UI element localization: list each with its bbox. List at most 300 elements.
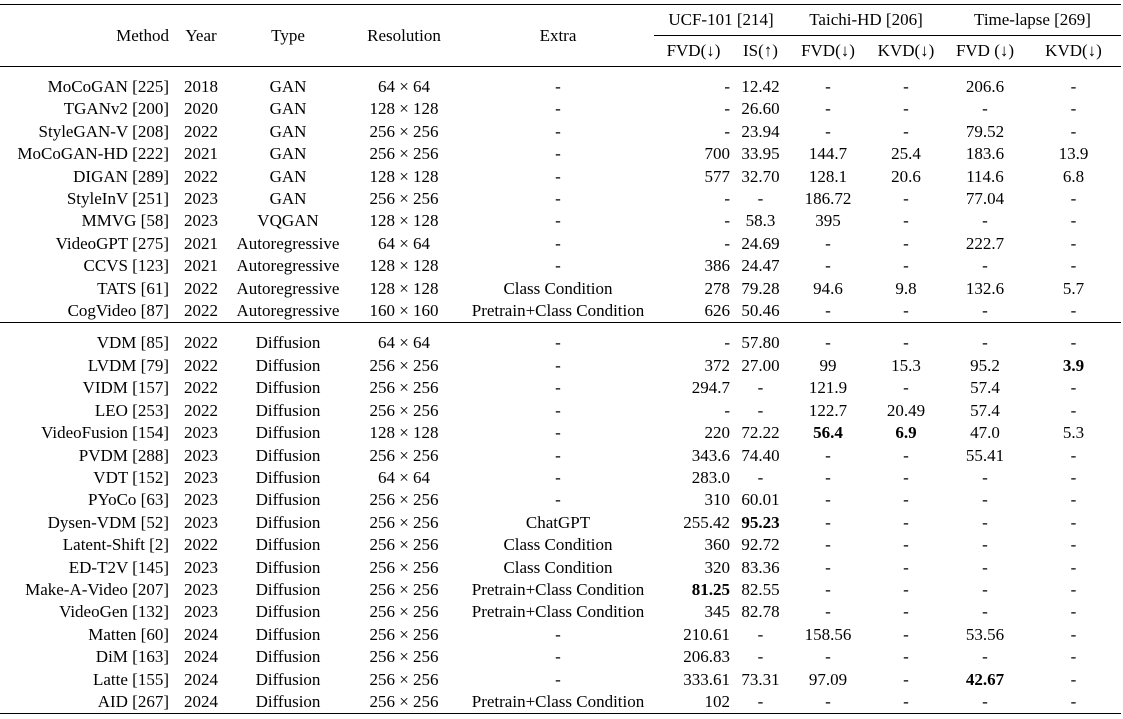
cell-method: CCVS [123]	[83, 256, 169, 276]
cell-ucf-fvd: 320	[704, 557, 730, 577]
table-row	[0, 467, 1121, 489]
cell-taichi-fvd: -	[788, 691, 868, 714]
cell-timelapse-fvd: -	[982, 557, 988, 577]
cell-method: PYoCo [63]	[88, 490, 169, 510]
cell-resolution: 256 × 256	[369, 669, 439, 689]
cell-resolution: 256 × 256	[369, 144, 439, 164]
cell-year: 2023	[184, 557, 218, 577]
cell-year: 2022	[184, 378, 218, 398]
cell-year: 2023	[184, 445, 218, 465]
cell-ucf-is: -	[733, 691, 788, 714]
table-row	[0, 255, 1121, 277]
cell-taichi-fvd: -	[825, 445, 831, 465]
cell-extra: -	[555, 144, 561, 164]
cell-type: Diffusion	[255, 624, 321, 644]
cell-resolution: 256 × 256	[369, 490, 439, 510]
cell-year: 2023	[184, 490, 218, 510]
cell-type: Diffusion	[255, 579, 321, 599]
header-resolution: Resolution	[346, 5, 462, 67]
header-row-datasets	[0, 5, 1121, 36]
cell-taichi-fvd: 56.4	[813, 423, 843, 443]
cell-type: Diffusion	[255, 535, 321, 555]
cell-type: Diffusion	[255, 490, 321, 510]
cell-ucf-fvd: 210.61	[683, 624, 730, 644]
cell-type: GAN	[269, 121, 307, 141]
table-row	[0, 400, 1121, 422]
cell-taichi-kvd: 9.8	[895, 278, 917, 298]
cell-timelapse-kvd: -	[1070, 467, 1077, 487]
cell-taichi-kvd: 20.49	[886, 400, 926, 420]
cell-taichi-kvd: -	[903, 467, 909, 487]
cell-timelapse-fvd: -	[982, 211, 988, 231]
cell-method: VideoGen [132]	[59, 602, 169, 622]
cell-year: 2024	[184, 624, 218, 644]
cell-timelapse-kvd: 3.9	[1062, 355, 1085, 375]
cell-year: 2022	[184, 355, 218, 375]
cell-type: Diffusion	[255, 467, 321, 487]
cell-type: GAN	[269, 189, 307, 209]
header-metric-ucf-is: IS(↑)	[733, 36, 788, 67]
cell-extra: -	[555, 467, 561, 487]
cell-extra: -	[555, 256, 561, 276]
cell-method: PVDM [288]	[78, 445, 169, 465]
cell-resolution: 128 × 128	[369, 166, 439, 186]
cell-timelapse-fvd: -	[982, 256, 988, 276]
cell-ucf-fvd: 294.7	[691, 378, 730, 398]
cell-extra: Pretrain+Class Condition	[471, 579, 645, 599]
table-row	[0, 121, 1121, 143]
cell-timelapse-fvd: 53.56	[965, 624, 1005, 644]
cell-timelapse-kvd: -	[1070, 445, 1077, 465]
table-row	[0, 646, 1121, 668]
cell-extra: -	[555, 166, 561, 186]
cell-year: 2021	[184, 233, 218, 253]
cell-taichi-kvd: 15.3	[891, 355, 921, 375]
cell-taichi-fvd: -	[825, 121, 831, 141]
cell-type: Diffusion	[255, 378, 321, 398]
cell-year: 2022	[184, 400, 218, 420]
cell-timelapse-kvd: 6.8	[1062, 166, 1085, 186]
cell-timelapse-fvd: -	[982, 647, 988, 667]
cell-ucf-fvd: 626	[704, 301, 730, 321]
cell-year: 2023	[184, 512, 218, 532]
cell-extra: -	[555, 189, 561, 209]
cell-method: LEO [253]	[94, 400, 169, 420]
cell-timelapse-fvd: 55.41	[965, 445, 1005, 465]
cell-ucf-is: -	[757, 467, 764, 487]
cell-extra: -	[555, 355, 561, 375]
table-row	[0, 601, 1121, 623]
cell-taichi-kvd: -	[903, 445, 909, 465]
cell-resolution: 256 × 256	[369, 189, 439, 209]
cell-year: 2024	[184, 669, 218, 689]
cell-method: StyleInV [251]	[66, 189, 169, 209]
cell-type: Diffusion	[255, 602, 321, 622]
cell-ucf-fvd: 700	[704, 144, 730, 164]
cell-taichi-kvd: -	[903, 189, 909, 209]
cell-resolution: 128 × 128	[369, 423, 439, 443]
cell-timelapse-fvd: 42.67	[965, 669, 1005, 689]
cell-ucf-fvd: 283.0	[691, 467, 730, 487]
cell-ucf-is: -	[757, 400, 764, 420]
cell-method: AID [267]	[0, 691, 172, 714]
table-body	[0, 67, 1121, 714]
cell-timelapse-kvd: -	[1070, 378, 1077, 398]
cell-timelapse-fvd: -	[982, 602, 988, 622]
cell-timelapse-fvd: -	[982, 535, 988, 555]
header-dataset-timelapse: Time-lapse [269]	[944, 5, 1121, 36]
cell-timelapse-kvd: -	[1070, 77, 1077, 96]
cell-type: Diffusion	[255, 557, 321, 577]
cell-type: Diffusion	[255, 669, 321, 689]
cell-method: VIDM [157]	[82, 378, 169, 398]
cell-type: Diffusion	[255, 355, 321, 375]
cell-year: 2022	[172, 323, 230, 355]
cell-method: DIGAN [289]	[73, 166, 169, 186]
cell-taichi-fvd: 94.6	[813, 278, 843, 298]
cell-ucf-is: 72.22	[741, 423, 780, 443]
cell-extra: -	[555, 490, 561, 510]
cell-timelapse-kvd: -	[1070, 189, 1077, 209]
cell-timelapse-kvd: -	[1070, 256, 1077, 276]
cell-timelapse-fvd: 47.0	[970, 423, 1000, 443]
cell-method: VideoGPT [275]	[55, 233, 169, 253]
cell-type: GAN	[269, 77, 307, 96]
cell-taichi-kvd: -	[903, 490, 909, 510]
cell-ucf-is: 60.01	[741, 490, 780, 510]
cell-taichi-kvd: -	[903, 378, 909, 398]
header-metric-taichi-kvd: KVD(↓)	[868, 36, 944, 67]
cell-taichi-kvd: -	[903, 121, 909, 141]
cell-year: 2022	[184, 301, 218, 321]
cell-ucf-is: 74.40	[741, 445, 780, 465]
cell-extra: -	[555, 378, 561, 398]
cell-extra: -	[555, 445, 561, 465]
cell-ucf-is: 32.70	[741, 166, 780, 186]
cell-method: VDM [85]	[0, 323, 172, 355]
cell-timelapse-fvd: 57.4	[970, 378, 1000, 398]
cell-timelapse-kvd: -	[1070, 490, 1077, 510]
cell-ucf-is: 23.94	[741, 121, 780, 141]
cell-taichi-fvd: 99	[819, 355, 837, 375]
cell-resolution: 64 × 64	[377, 467, 431, 487]
cell-ucf-fvd: -	[724, 77, 730, 96]
cell-ucf-is: 57.80	[733, 323, 788, 355]
cell-resolution: 256 × 256	[369, 624, 439, 644]
table-row	[0, 300, 1121, 323]
cell-taichi-fvd: 158.56	[804, 624, 852, 644]
cell-timelapse-kvd: -	[1070, 535, 1077, 555]
cell-taichi-kvd: -	[903, 256, 909, 276]
table-row	[0, 422, 1121, 444]
cell-timelapse-kvd: -	[1070, 512, 1077, 532]
cell-resolution: 256 × 256	[346, 691, 462, 714]
cell-taichi-fvd: -	[825, 301, 831, 321]
cell-timelapse-fvd: 95.2	[970, 355, 1000, 375]
cell-ucf-is: 33.95	[741, 144, 780, 164]
cell-extra: -	[555, 624, 561, 644]
cell-taichi-fvd: 128.1	[808, 166, 848, 186]
cell-timelapse-kvd: 5.7	[1062, 278, 1085, 298]
cell-timelapse-fvd: 132.6	[965, 278, 1005, 298]
cell-timelapse-fvd: -	[944, 691, 1026, 714]
cell-extra: -	[555, 121, 561, 141]
cell-extra: -	[555, 99, 561, 119]
cell-timelapse-kvd: 5.3	[1062, 423, 1085, 443]
cell-ucf-is: 79.28	[741, 278, 780, 298]
cell-method: Make-A-Video [207]	[25, 579, 169, 599]
cell-type: Autoregressive	[236, 301, 340, 321]
cell-timelapse-kvd: -	[1070, 99, 1077, 119]
cell-timelapse-kvd: -	[1070, 557, 1077, 577]
cell-year: 2022	[184, 278, 218, 298]
cell-ucf-fvd: -	[724, 189, 730, 209]
cell-year: 2023	[184, 423, 218, 443]
cell-ucf-fvd: 278	[704, 278, 730, 298]
cell-taichi-kvd: -	[903, 624, 909, 644]
table-row	[0, 166, 1121, 188]
cell-taichi-kvd: -	[903, 602, 909, 622]
table-row	[0, 489, 1121, 511]
header-metric-timelapse-fvd: FVD (↓)	[944, 36, 1026, 67]
cell-ucf-fvd: 255.42	[683, 512, 730, 532]
cell-taichi-kvd: -	[903, 77, 909, 96]
cell-method: Latte [155]	[93, 669, 169, 689]
cell-resolution: 160 × 160	[369, 301, 439, 321]
cell-timelapse-kvd: 13.9	[1058, 144, 1089, 164]
cell-extra: -	[555, 233, 561, 253]
cell-year: 2023	[184, 579, 218, 599]
table-row	[0, 98, 1121, 120]
cell-taichi-fvd: -	[825, 579, 831, 599]
comparison-table	[0, 4, 1121, 714]
cell-taichi-kvd: -	[903, 669, 909, 689]
cell-method: MoCoGAN [225]	[47, 77, 169, 96]
cell-taichi-fvd: -	[825, 77, 831, 96]
cell-taichi-fvd: -	[825, 557, 831, 577]
cell-ucf-fvd: 333.61	[683, 669, 730, 689]
table-row	[0, 557, 1121, 579]
cell-timelapse-kvd: -	[1070, 624, 1077, 644]
cell-extra: Class Condition	[503, 535, 613, 555]
cell-year: 2022	[184, 166, 218, 186]
cell-method: LVDM [79]	[87, 355, 169, 375]
cell-taichi-fvd: -	[825, 467, 831, 487]
header-dataset-ucf101: UCF-101 [214]	[654, 5, 788, 36]
cell-timelapse-kvd: -	[1070, 579, 1077, 599]
cell-extra: -	[555, 423, 561, 443]
header-type: Type	[230, 5, 346, 67]
cell-resolution: 256 × 256	[369, 121, 439, 141]
cell-taichi-kvd: -	[903, 99, 909, 119]
cell-extra: Class Condition	[503, 278, 613, 298]
table-row	[0, 188, 1121, 210]
cell-type: GAN	[269, 144, 307, 164]
cell-timelapse-kvd: -	[1026, 691, 1121, 714]
cell-resolution: 64 × 64	[377, 77, 431, 96]
cell-timelapse-fvd: -	[982, 490, 988, 510]
cell-method: StyleGAN-V [208]	[38, 121, 169, 141]
cell-timelapse-kvd: -	[1070, 669, 1077, 689]
header-metric-ucf-fvd: FVD(↓)	[654, 36, 733, 67]
cell-taichi-kvd: -	[868, 323, 944, 355]
table-row	[0, 534, 1121, 556]
cell-resolution: 256 × 256	[369, 512, 439, 532]
cell-taichi-fvd: -	[825, 233, 831, 253]
cell-ucf-is: 26.60	[741, 99, 780, 119]
cell-ucf-is: 82.78	[741, 602, 780, 622]
cell-taichi-fvd: -	[825, 535, 831, 555]
cell-year: 2023	[184, 189, 218, 209]
cell-year: 2021	[184, 144, 218, 164]
cell-taichi-fvd: 97.09	[808, 669, 848, 689]
cell-ucf-fvd: 372	[704, 355, 730, 375]
table-row	[0, 355, 1121, 377]
cell-extra: -	[555, 400, 561, 420]
cell-type: Diffusion	[255, 512, 321, 532]
cell-resolution: 256 × 256	[369, 557, 439, 577]
header-metric-taichi-fvd: FVD(↓)	[788, 36, 868, 67]
cell-year: 2020	[184, 99, 218, 119]
table-row	[0, 233, 1121, 255]
cell-method: ED-T2V [145]	[68, 557, 169, 577]
cell-ucf-is: 27.00	[741, 355, 780, 375]
cell-taichi-fvd: -	[825, 256, 831, 276]
cell-extra: ChatGPT	[525, 512, 591, 532]
cell-taichi-fvd: 121.9	[808, 378, 848, 398]
cell-type: GAN	[269, 166, 307, 186]
cell-type: VQGAN	[257, 211, 319, 231]
cell-timelapse-fvd: -	[982, 512, 988, 532]
cell-year: 2024	[172, 691, 230, 714]
cell-resolution: 256 × 256	[369, 400, 439, 420]
cell-type: Diffusion	[255, 445, 321, 465]
cell-taichi-kvd: 6.9	[895, 423, 917, 443]
cell-taichi-fvd: -	[825, 99, 831, 119]
cell-resolution: 64 × 64	[377, 233, 431, 253]
cell-taichi-fvd: 144.7	[808, 144, 848, 164]
table-row	[0, 579, 1121, 601]
cell-type: Diffusion	[255, 423, 321, 443]
cell-ucf-fvd: 360	[704, 535, 730, 555]
cell-ucf-fvd: 343.6	[691, 445, 730, 465]
cell-taichi-fvd: -	[788, 323, 868, 355]
table-row	[0, 624, 1121, 646]
cell-ucf-fvd: 102	[654, 691, 733, 714]
cell-resolution: 256 × 256	[369, 355, 439, 375]
cell-timelapse-fvd: 77.04	[965, 189, 1005, 209]
table-row	[0, 691, 1121, 714]
cell-timelapse-fvd: 79.52	[965, 121, 1005, 141]
cell-timelapse-kvd: -	[1070, 647, 1077, 667]
cell-ucf-is: 24.47	[741, 256, 780, 276]
cell-resolution: 64 × 64	[346, 323, 462, 355]
header-year: Year	[172, 5, 230, 67]
table-row	[0, 278, 1121, 300]
cell-method: DiM [163]	[95, 647, 169, 667]
table-row	[0, 143, 1121, 165]
cell-taichi-fvd: 186.72	[804, 189, 852, 209]
cell-ucf-fvd: 386	[704, 256, 730, 276]
cell-ucf-is: 95.23	[741, 512, 780, 532]
cell-type: Diffusion	[230, 323, 346, 355]
table-row	[0, 445, 1121, 467]
header-dataset-taichi: Taichi-HD [206]	[788, 5, 944, 36]
cell-extra: -	[555, 77, 561, 96]
cell-ucf-fvd: 206.83	[683, 647, 730, 667]
cell-ucf-fvd: 310	[704, 490, 730, 510]
cell-method: Latent-Shift [2]	[62, 535, 169, 555]
cell-ucf-fvd: 220	[704, 423, 730, 443]
cell-timelapse-kvd: -	[1070, 602, 1077, 622]
cell-timelapse-fvd: 222.7	[965, 233, 1005, 253]
cell-timelapse-kvd: -	[1070, 233, 1077, 253]
cell-resolution: 256 × 256	[369, 579, 439, 599]
cell-timelapse-kvd: -	[1026, 323, 1121, 355]
cell-taichi-kvd: -	[903, 301, 909, 321]
cell-timelapse-fvd: 183.6	[965, 144, 1005, 164]
cell-ucf-fvd: -	[724, 211, 730, 231]
cell-taichi-kvd: -	[903, 579, 909, 599]
cell-ucf-fvd: -	[724, 400, 730, 420]
cell-ucf-fvd: 345	[704, 602, 730, 622]
cell-resolution: 256 × 256	[369, 602, 439, 622]
cell-resolution: 128 × 128	[369, 278, 439, 298]
cell-ucf-is: 58.3	[745, 211, 776, 231]
cell-ucf-fvd: 81.25	[691, 579, 730, 599]
cell-ucf-is: -	[757, 624, 764, 644]
cell-method: Matten [60]	[88, 624, 169, 644]
cell-type: Autoregressive	[236, 256, 340, 276]
table-row	[0, 323, 1121, 355]
cell-timelapse-fvd: -	[944, 323, 1026, 355]
cell-taichi-kvd: -	[868, 691, 944, 714]
cell-ucf-is: 82.55	[741, 579, 780, 599]
cell-resolution: 256 × 256	[369, 535, 439, 555]
cell-taichi-kvd: 25.4	[891, 144, 921, 164]
cell-ucf-is: -	[757, 378, 764, 398]
cell-taichi-fvd: -	[825, 490, 831, 510]
cell-taichi-kvd: -	[903, 647, 909, 667]
header-extra: Extra	[462, 5, 654, 67]
cell-timelapse-kvd: -	[1070, 301, 1077, 321]
cell-year: 2022	[184, 535, 218, 555]
cell-resolution: 128 × 128	[369, 99, 439, 119]
cell-ucf-is: 73.31	[741, 669, 780, 689]
cell-type: Autoregressive	[236, 233, 340, 253]
cell-ucf-fvd: -	[724, 121, 730, 141]
cell-year: 2023	[184, 467, 218, 487]
cell-method: MoCoGAN-HD [222]	[17, 144, 169, 164]
cell-resolution: 256 × 256	[369, 647, 439, 667]
cell-resolution: 256 × 256	[369, 445, 439, 465]
cell-year: 2023	[184, 211, 218, 231]
cell-extra: -	[555, 211, 561, 231]
cell-timelapse-kvd: -	[1070, 400, 1077, 420]
cell-method: TATS [61]	[97, 278, 169, 298]
cell-timelapse-kvd: -	[1070, 121, 1077, 141]
cell-extra: -	[462, 323, 654, 355]
cell-type: Autoregressive	[236, 278, 340, 298]
cell-method: VideoFusion [154]	[41, 423, 169, 443]
cell-taichi-kvd: -	[903, 535, 909, 555]
cell-method: VDT [152]	[93, 467, 169, 487]
table-row	[0, 377, 1121, 399]
cell-ucf-fvd: -	[724, 233, 730, 253]
cell-extra: Pretrain+Class Condition	[471, 602, 645, 622]
cell-timelapse-fvd: -	[982, 579, 988, 599]
cell-ucf-is: 24.69	[741, 233, 780, 253]
